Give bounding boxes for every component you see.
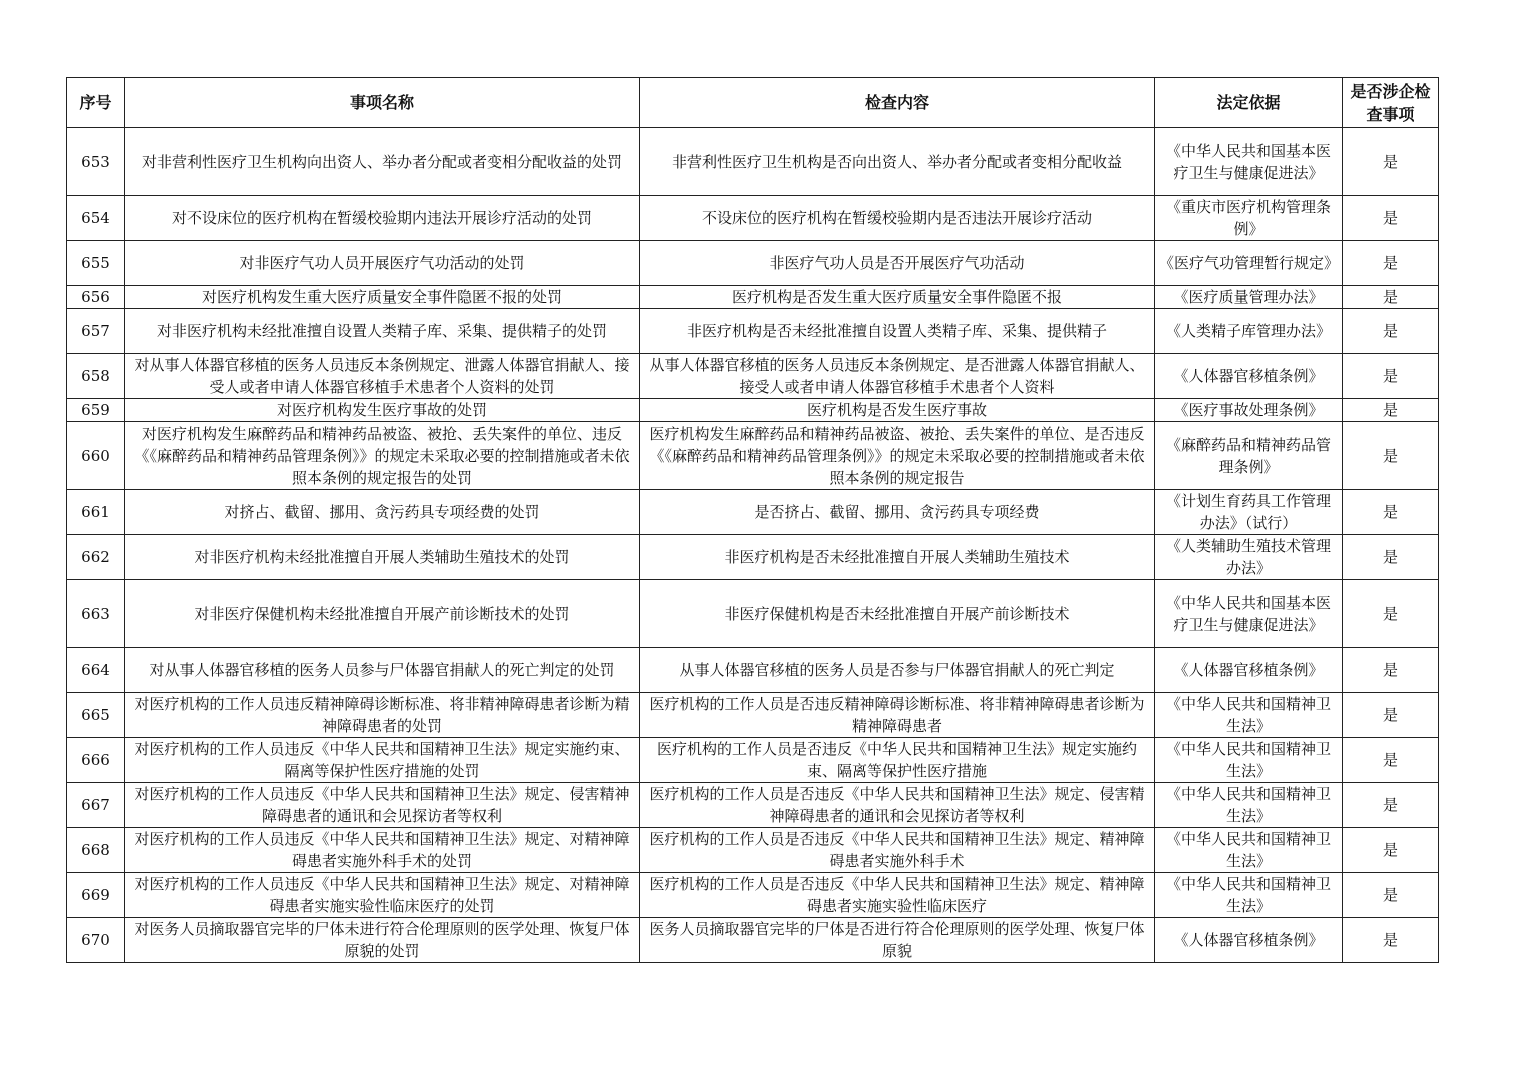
table-row: [67, 354, 1439, 399]
row-item-name: 对非医疗机构未经批准擅自设置人类精子库、采集、提供精子的处罚: [125, 309, 640, 354]
row-item-name: 对从事人体器官移植的医务人员违反本条例规定、泄露人体器官捐献人、接受人或者申请人体器官移植手术患者个人资料的处罚: [125, 354, 640, 399]
table-row: [67, 128, 1439, 196]
table-row: [67, 918, 1439, 963]
row-item-name: 对非营利性医疗卫生机构向出资人、举办者分配或者变相分配收益的处罚: [125, 128, 640, 196]
row-item-name: 对医疗机构的工作人员违反《中华人民共和国精神卫生法》规定实施约束、隔离等保护性医疗措施的处罚: [125, 738, 640, 783]
row-legal-basis: 《人体器官移植条例》: [1155, 918, 1343, 963]
row-enterprise-flag: 是: [1343, 783, 1439, 828]
row-seq-number: 653: [67, 128, 125, 196]
row-item-name: 对医疗机构发生重大医疗质量安全事件隐匿不报的处罚: [125, 286, 640, 309]
row-legal-basis: 《中华人民共和国精神卫生法》: [1155, 783, 1343, 828]
row-seq-number: 658: [67, 354, 125, 399]
row-item-name: 对非医疗保健机构未经批准擅自开展产前诊断技术的处罚: [125, 580, 640, 648]
table-row: [67, 422, 1439, 490]
row-item-name: 对医疗机构的工作人员违反《中华人民共和国精神卫生法》规定、侵害精神障碍患者的通讯和会见探访者等权利: [125, 783, 640, 828]
row-legal-basis: 《重庆市医疗机构管理条例》: [1155, 196, 1343, 241]
row-seq-number: 667: [67, 783, 125, 828]
row-check-content: 医疗机构的工作人员是否违反《中华人民共和国精神卫生法》规定、侵害精神障碍患者的通讯和会见探访者等权利: [640, 783, 1155, 828]
row-seq-number: 664: [67, 648, 125, 693]
row-check-content: 非医疗气功人员是否开展医疗气功活动: [640, 241, 1155, 286]
row-enterprise-flag: 是: [1343, 490, 1439, 535]
row-enterprise-flag: 是: [1343, 286, 1439, 309]
row-item-name: 对医疗机构的工作人员违反《中华人民共和国精神卫生法》规定、对精神障碍患者实施实验性临床医疗的处罚: [125, 873, 640, 918]
row-item-name: 对从事人体器官移植的医务人员参与尸体器官捐献人的死亡判定的处罚: [125, 648, 640, 693]
row-check-content: 不设床位的医疗机构在暂缓校验期内是否违法开展诊疗活动: [640, 196, 1155, 241]
table-row: [67, 783, 1439, 828]
row-enterprise-flag: 是: [1343, 241, 1439, 286]
row-legal-basis: 《中华人民共和国精神卫生法》: [1155, 828, 1343, 873]
row-legal-basis: 《中华人民共和国基本医疗卫生与健康促进法》: [1155, 128, 1343, 196]
row-legal-basis: 《人类辅助生殖技术管理办法》: [1155, 535, 1343, 580]
row-seq-number: 656: [67, 286, 125, 309]
row-check-content: 非医疗机构是否未经批准擅自设置人类精子库、采集、提供精子: [640, 309, 1155, 354]
table-row: [67, 399, 1439, 422]
row-legal-basis: 《人类精子库管理办法》: [1155, 309, 1343, 354]
row-enterprise-flag: 是: [1343, 918, 1439, 963]
row-enterprise-flag: 是: [1343, 399, 1439, 422]
row-check-content: 医疗机构的工作人员是否违反《中华人民共和国精神卫生法》规定实施约束、隔离等保护性医疗措施: [640, 738, 1155, 783]
table-row: [67, 828, 1439, 873]
row-item-name: 对非医疗机构未经批准擅自开展人类辅助生殖技术的处罚: [125, 535, 640, 580]
row-item-name: 对医疗机构的工作人员违反《中华人民共和国精神卫生法》规定、对精神障碍患者实施外科手术的处罚: [125, 828, 640, 873]
table-row: [67, 580, 1439, 648]
row-legal-basis: 《计划生育药具工作管理办法》（试行）: [1155, 490, 1343, 535]
row-seq-number: 670: [67, 918, 125, 963]
inspection-items-table: [66, 77, 1439, 963]
row-seq-number: 666: [67, 738, 125, 783]
table-row: [67, 873, 1439, 918]
row-seq-number: 655: [67, 241, 125, 286]
table-row: [67, 490, 1439, 535]
row-seq-number: 668: [67, 828, 125, 873]
row-seq-number: 661: [67, 490, 125, 535]
row-enterprise-flag: 是: [1343, 648, 1439, 693]
row-legal-basis: 《中华人民共和国基本医疗卫生与健康促进法》: [1155, 580, 1343, 648]
row-legal-basis: 《医疗事故处理条例》: [1155, 399, 1343, 422]
row-enterprise-flag: 是: [1343, 828, 1439, 873]
row-check-content: 非营利性医疗卫生机构是否向出资人、举办者分配或者变相分配收益: [640, 128, 1155, 196]
row-enterprise-flag: 是: [1343, 535, 1439, 580]
row-enterprise-flag: 是: [1343, 693, 1439, 738]
row-legal-basis: 《中华人民共和国精神卫生法》: [1155, 738, 1343, 783]
table-row: [67, 196, 1439, 241]
table-row: [67, 286, 1439, 309]
row-enterprise-flag: 是: [1343, 309, 1439, 354]
row-seq-number: 657: [67, 309, 125, 354]
row-check-content: 从事人体器官移植的医务人员违反本条例规定、是否泄露人体器官捐献人、接受人或者申请人体器官移植手术患者个人资料: [640, 354, 1155, 399]
row-seq-number: 654: [67, 196, 125, 241]
header-seq: 序号: [67, 78, 125, 128]
row-legal-basis: 《医疗气功管理暂行规定》: [1155, 241, 1343, 286]
row-check-content: 医务人员摘取器官完毕的尸体是否进行符合伦理原则的医学处理、恢复尸体原貌: [640, 918, 1155, 963]
row-legal-basis: 《医疗质量管理办法》: [1155, 286, 1343, 309]
row-check-content: 医疗机构的工作人员是否违反《中华人民共和国精神卫生法》规定、精神障碍患者实施实验性临床医疗: [640, 873, 1155, 918]
row-seq-number: 665: [67, 693, 125, 738]
row-enterprise-flag: 是: [1343, 738, 1439, 783]
row-check-content: 从事人体器官移植的医务人员是否参与尸体器官捐献人的死亡判定: [640, 648, 1155, 693]
row-enterprise-flag: 是: [1343, 354, 1439, 399]
row-item-name: 对非医疗气功人员开展医疗气功活动的处罚: [125, 241, 640, 286]
row-enterprise-flag: 是: [1343, 873, 1439, 918]
row-legal-basis: 《人体器官移植条例》: [1155, 354, 1343, 399]
table-row: [67, 693, 1439, 738]
header-legal-basis: 法定依据: [1155, 78, 1343, 128]
table-body: [67, 128, 1439, 963]
row-legal-basis: 《麻醉药品和精神药品管理条例》: [1155, 422, 1343, 490]
table-row: [67, 648, 1439, 693]
row-legal-basis: 《中华人民共和国精神卫生法》: [1155, 693, 1343, 738]
row-check-content: 是否挤占、截留、挪用、贪污药具专项经费: [640, 490, 1155, 535]
row-item-name: 对医疗机构的工作人员违反精神障碍诊断标准、将非精神障碍患者诊断为精神障碍患者的处罚: [125, 693, 640, 738]
row-check-content: 非医疗机构是否未经批准擅自开展人类辅助生殖技术: [640, 535, 1155, 580]
row-seq-number: 659: [67, 399, 125, 422]
row-seq-number: 662: [67, 535, 125, 580]
row-enterprise-flag: 是: [1343, 422, 1439, 490]
row-enterprise-flag: 是: [1343, 196, 1439, 241]
row-check-content: 医疗机构的工作人员是否违反精神障碍诊断标准、将非精神障碍患者诊断为精神障碍患者: [640, 693, 1155, 738]
row-item-name: 对医务人员摘取器官完毕的尸体未进行符合伦理原则的医学处理、恢复尸体原貌的处罚: [125, 918, 640, 963]
table-row: [67, 241, 1439, 286]
row-enterprise-flag: 是: [1343, 128, 1439, 196]
table-row: [67, 738, 1439, 783]
row-check-content: 医疗机构是否发生医疗事故: [640, 399, 1155, 422]
row-legal-basis: 《中华人民共和国精神卫生法》: [1155, 873, 1343, 918]
header-item-name: 事项名称: [125, 78, 640, 128]
row-seq-number: 660: [67, 422, 125, 490]
row-item-name: 对医疗机构发生医疗事故的处罚: [125, 399, 640, 422]
table-row: [67, 309, 1439, 354]
row-check-content: 医疗机构发生麻醉药品和精神药品被盗、被抢、丢失案件的单位、是否违反《《麻醉药品和精神药品管理条例》》的规定未采取必要的控制措施或者未依照本条例的规定报告: [640, 422, 1155, 490]
row-item-name: 对医疗机构发生麻醉药品和精神药品被盗、被抢、丢失案件的单位、违反《《麻醉药品和精神药品管理条例》》的规定未采取必要的控制措施或者未依照本条例的规定报告的处罚: [125, 422, 640, 490]
row-check-content: 非医疗保健机构是否未经批准擅自开展产前诊断技术: [640, 580, 1155, 648]
row-legal-basis: 《人体器官移植条例》: [1155, 648, 1343, 693]
row-check-content: 医疗机构的工作人员是否违反《中华人民共和国精神卫生法》规定、精神障碍患者实施外科手术: [640, 828, 1155, 873]
table-header-row: [67, 78, 1439, 128]
table-row: [67, 535, 1439, 580]
header-enterprise-related: 是否涉企检查事项: [1343, 78, 1439, 128]
header-check-content: 检查内容: [640, 78, 1155, 128]
row-check-content: 医疗机构是否发生重大医疗质量安全事件隐匿不报: [640, 286, 1155, 309]
row-seq-number: 669: [67, 873, 125, 918]
row-item-name: 对不设床位的医疗机构在暂缓校验期内违法开展诊疗活动的处罚: [125, 196, 640, 241]
row-seq-number: 663: [67, 580, 125, 648]
row-enterprise-flag: 是: [1343, 580, 1439, 648]
row-item-name: 对挤占、截留、挪用、贪污药具专项经费的处罚: [125, 490, 640, 535]
